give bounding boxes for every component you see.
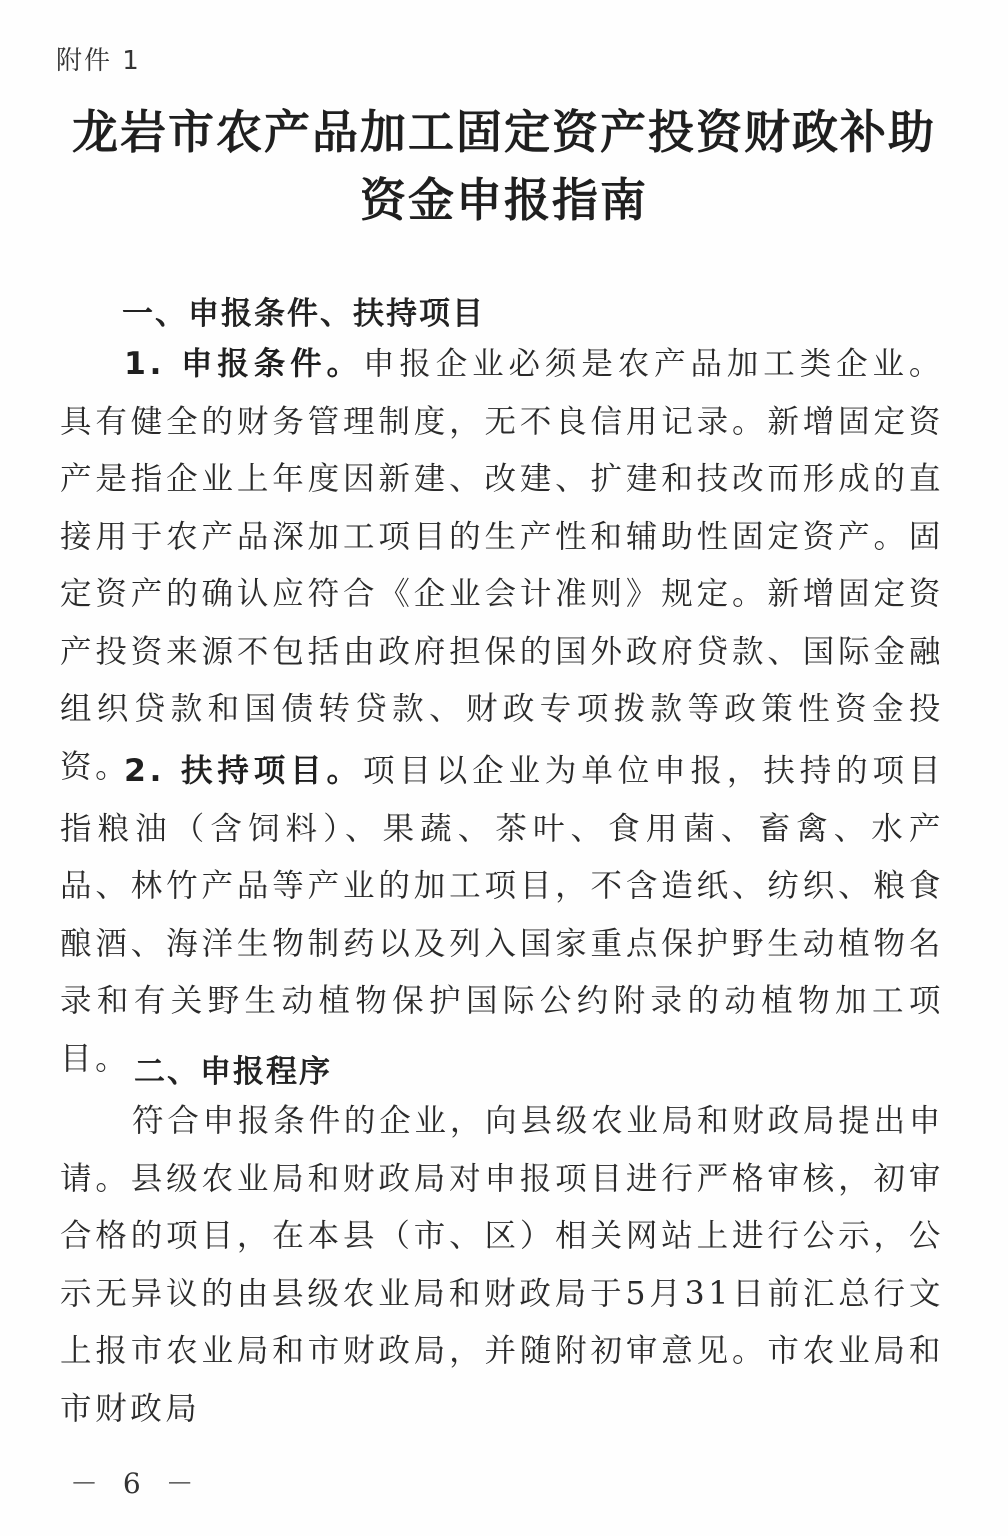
item-2-lead: 2. 扶持项目。 <box>124 753 363 789</box>
section-1-heading: 一、申报条件、扶持项目 <box>122 296 485 332</box>
page-number: － 6 － <box>70 1467 202 1500</box>
document-title-line-2: 资金申报指南 <box>360 173 648 227</box>
document-title-line-1: 龙岩市农产品加工固定资产投资财政补助 <box>72 105 936 159</box>
section-2-heading: 二、申报程序 <box>134 1054 332 1090</box>
attachment-label: 附件 1 <box>56 46 141 76</box>
section-1-item-1-paragraph <box>60 336 944 796</box>
item-1-text: 申报企业必须是农产品加工类企业。具有健全的财务管理制度，无不良信用记录。新增固定资产是指企业上年度因新建、改建、扩建和技改而形成的直接用于农产品深加工项目的生产性和辅助性固定资产。固定资产的确认应符合《企业会计准则》规定。新增固定资产投资来源不包括由政府担保的国外政府贷款、国际金融组织贷款和国债转贷款、财政专项拨款等政策性资金投资。 <box>60 346 944 785</box>
item-1-lead: 1. 申报条件。 <box>124 346 363 382</box>
section-1-item-2-paragraph <box>60 743 944 1088</box>
item-2-text: 项目以企业为单位申报，扶持的项目指粮油（含饲料）、果蔬、茶叶、食用菌、畜禽、水产品、林竹产品等产业的加工项目，不含造纸、纺织、粮食酿酒、海洋生物制药以及列入国家重点保护野生动植物名录和有关野生动植物保护国际公约附录的动植物加工项目。 <box>60 753 944 1077</box>
section-2-paragraph: 符合申报条件的企业，向县级农业局和财政局提出申请。县级农业局和财政局对申报项目进行严格审核，初审合格的项目，在本县（市、区）相关网站上进行公示，公示无异议的由县级农业局和财政局于5月31日前汇总行文上报市农业局和市财政局，并随附初审意见。市农业局和市财政局 <box>60 1103 944 1427</box>
